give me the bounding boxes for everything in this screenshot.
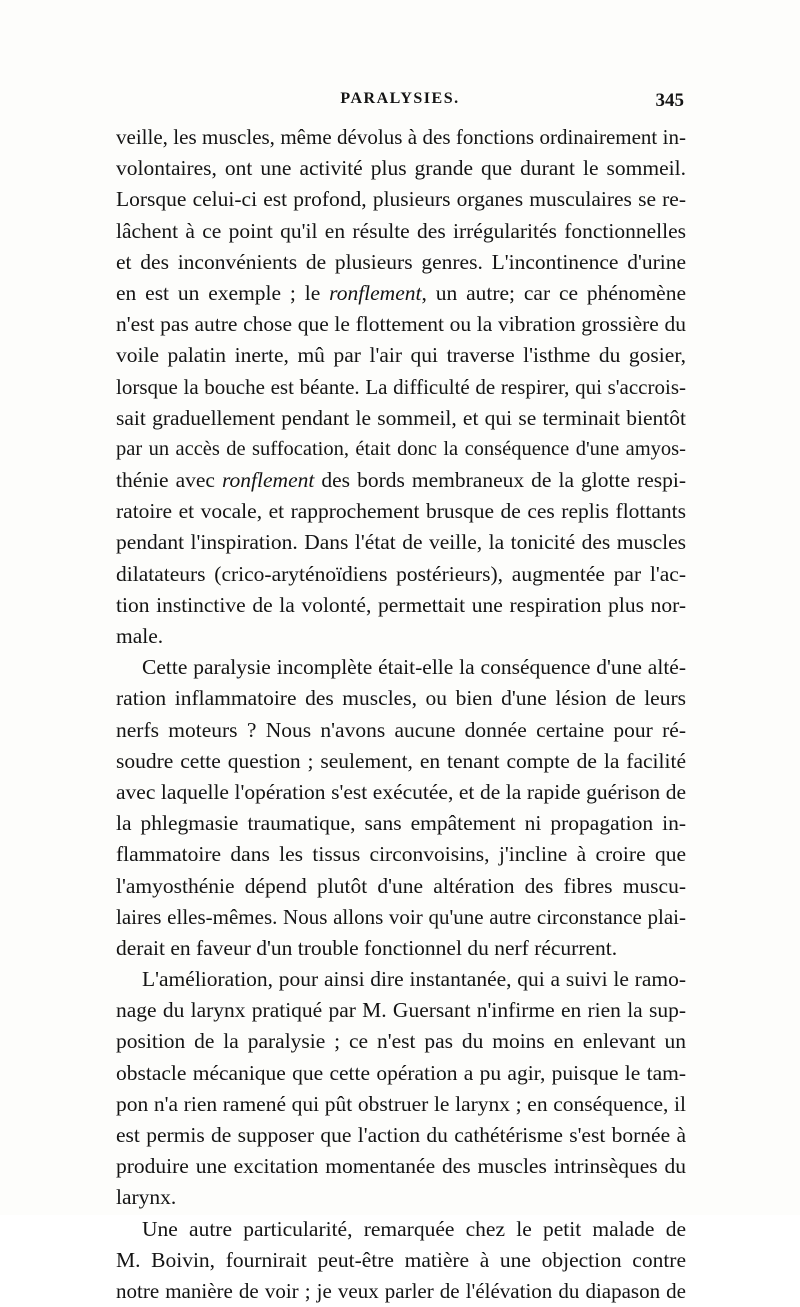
text-line: lâchent à ce point qu'il en résulte des irrégularités fonctionnelles xyxy=(116,218,686,243)
text-line: ratoire et vocale, et rapprochement brusque de ces replis flottants xyxy=(116,499,686,524)
text-line: dilatateurs (crico-aryténoïdiens postérieurs), augmentée par l'ac- xyxy=(116,561,686,586)
text-line: produire une excitation momentanée des muscles intrinsèques du xyxy=(116,1154,686,1179)
text-line: notre manière de voir ; je veux parler de l'élévation du diapason de xyxy=(116,1278,686,1303)
text-line: l'amyosthénie dépend plutôt d'une altération des fibres muscu- xyxy=(116,873,686,898)
text-line: M. Boivin, fournirait peut-être matière à une objection contre xyxy=(116,1247,686,1272)
text-line: tion instinctive de la volonté, permettait une respiration plus nor- xyxy=(116,592,686,617)
text-line: ration inflammatoire des muscles, ou bien d'une lésion de leurs xyxy=(116,686,686,711)
text-line: pon n'a rien ramené qui pût obstruer le larynx ; en conséquence, il xyxy=(116,1091,686,1116)
text-line: veille, les muscles, même dévolus à des fonctions ordinairement in- xyxy=(116,125,686,149)
text-line: voile palatin inerte, mû par l'air qui traverse l'isthme du gosier, xyxy=(116,343,686,368)
text-line: lorsque la bouche est béante. La difficulté de respirer, qui s'accrois- xyxy=(116,374,686,399)
text-line: pendant l'inspiration. Dans l'état de veille, la tonicité des muscles xyxy=(116,530,686,555)
text-line: sait graduellement pendant le sommeil, et qui se terminait bientôt xyxy=(116,405,686,430)
text-line: derait en faveur d'un trouble fonctionnel du nerf récurrent. xyxy=(116,935,618,960)
text-line: obstacle mécanique que cette opération a pu agir, puisque le tam- xyxy=(116,1060,686,1085)
text-line: est permis de supposer que l'action du cathétérisme s'est bornée à xyxy=(116,1123,686,1147)
text-line: volontaires, ont une activité plus grande que durant le sommeil. xyxy=(116,156,686,181)
text-line: et des inconvénients de plusieurs genres. L'incontinence d'urine xyxy=(116,249,686,274)
text-line: larynx. xyxy=(116,1185,177,1210)
text-line: L'amélioration, pour ainsi dire instantanée, qui a suivi le ramo- xyxy=(142,967,686,992)
text-line: male. xyxy=(116,624,164,648)
text-line: en est un exemple ; le ronflement, un autre; car ce phénomène xyxy=(116,280,687,305)
text-line: position de la paralysie ; ce n'est pas du moins en enlevant un xyxy=(116,1029,686,1054)
page-number: 345 xyxy=(655,90,684,111)
text-line: thénie avec ronflement des bords membraneux de la glotte respi- xyxy=(116,468,686,493)
running-title: PARALYSIES. xyxy=(340,90,460,107)
text-line: soudre cette question ; seulement, en tenant compte de la facilité xyxy=(116,748,686,773)
text-line: la phlegmasie traumatique, sans empâtement ni propagation in- xyxy=(116,811,686,836)
text-line: laires elles-mêmes. Nous allons voir qu'une autre circonstance plai- xyxy=(116,904,686,929)
text-line: nage du larynx pratiqué par M. Guersant n'infirme en rien la sup- xyxy=(116,998,686,1023)
text-line: Lorsque celui-ci est profond, plusieurs organes musculaires se re- xyxy=(116,187,686,212)
text-line: n'est pas autre chose que le flottement ou la vibration grossière du xyxy=(116,312,686,337)
text-line: Une autre particularité, remarquée chez le petit malade de xyxy=(142,1216,686,1241)
text-line: flammatoire dans les tissus circonvoisins, j'incline à croire que xyxy=(116,842,686,867)
text-line: par un accès de suffocation, était donc la conséquence d'une amyos- xyxy=(116,437,686,460)
body-text xyxy=(116,122,686,1307)
text-line: avec laquelle l'opération s'est exécutée, et de la rapide guérison de xyxy=(116,779,686,804)
running-head xyxy=(116,90,684,120)
text-line: Cette paralysie incomplète était-elle la conséquence d'une alté- xyxy=(142,655,686,680)
text-line: nerfs moteurs ? Nous n'avons aucune donnée certaine pour ré- xyxy=(116,717,686,742)
